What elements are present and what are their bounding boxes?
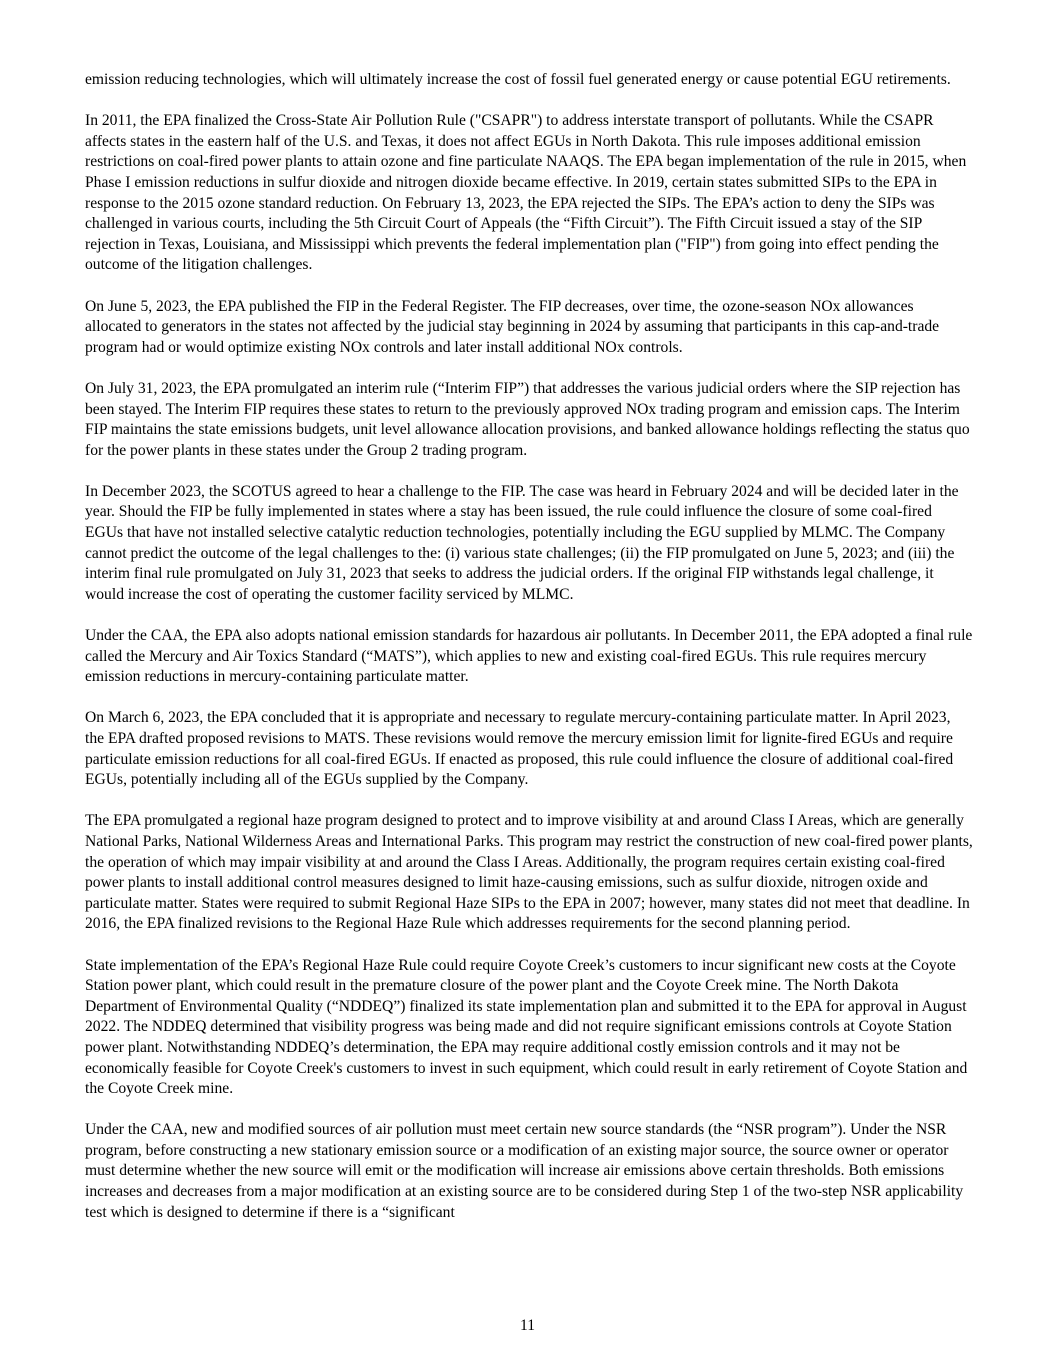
- page-number: 11: [519, 1317, 535, 1334]
- paragraph-csapr: In 2011, the EPA finalized the Cross-State Air Pollution Rule ("CSAPR") to address interstate transport of pollutants. While the CSAPR affects states in the eastern half of the U.S. and Texas, it does not affect EGUs in North Dakota. This rule imposes additional emission restrictions on coal-fired power plants to attain ozone and fine particulate NAAQS. The EPA began implementation of the rule in 2015, when Phase I emission reductions in sulfur dioxide and nitrogen dioxide became effective. In 2019, certain states submitted SIPs to the EPA in response to the 2015 ozone standard reduction. On February 13, 2023, the EPA rejected the SIPs. The EPA’s action to deny the SIPs was challenged in various courts, including the 5th Circuit Court of Appeals (the “Fifth Circuit”). The Fifth Circuit issued a stay of the SIP rejection in Texas, Louisiana, and Mississippi which prevents the federal implementation plan ("FIP") from going into effect pending the outcome of the litigation challenges.: [85, 112, 967, 274]
- paragraph-coyote-station: State implementation of the EPA’s Regional Haze Rule could require Coyote Creek’s customers to incur significant new costs at the Coyote Station power plant, which could result in the premature closure of the power plant and the Coyote Creek mine. The North Dakota Department of Environmental Quality (“NDDEQ”) finalized its state implementation plan and submitted it to the EPA for approval in August 2022. The NDDEQ determined that visibility progress was being made and did not require significant emissions controls at Coyote Station power plant. Notwithstanding NDDEQ’s determination, the EPA may require additional costly emission controls and it may not be economically feasible for Coyote Creek's customers to invest in such equipment, which could result in early retirement of Coyote Station and the Coyote Creek mine.: [85, 956, 968, 1098]
- paragraph-mats: Under the CAA, the EPA also adopts national emission standards for hazardous air pollutants. In December 2011, the EPA adopted a final rule called the Mercury and Air Toxics Standard (“MATS”), which applies to new and existing coal-fired EGUs. This rule requires mercury emission reductions in mercury-containing particulate matter.: [85, 627, 973, 686]
- paragraph-regional-haze: The EPA promulgated a regional haze program designed to protect and to improve visibility at and around Class I Areas, which are generally National Parks, National Wilderness Areas and International Parks. This program may restrict the construction of new coal-fired power plants, the operation of which may impair visibility at and around the Class I Areas. Additionally, the program requires certain existing coal-fired power plants to install additional control measures designed to limit haze-causing emissions, such as sulfur dioxide, nitrogen oxide and particulate matter. States were required to submit Regional Haze SIPs to the EPA in 2007; however, many states did not meet that deadline. In 2016, the EPA finalized revisions to the Regional Haze Rule which addresses requirements for the second planning period.: [85, 812, 973, 933]
- paragraph-egu-retirements: emission reducing technologies, which will ultimately increase the cost of fossil fuel generated energy or cause potential EGU retirements.: [85, 71, 951, 88]
- document-body: [85, 70, 973, 1244]
- paragraph-mats-revisions: On March 6, 2023, the EPA concluded that it is appropriate and necessary to regulate mercury-containing particulate matter. In April 2023, the EPA drafted proposed revisions to MATS. These revisions would remove the mercury emission limit for lignite-fired EGUs and require particulate emission reductions for all coal-fired EGUs. If enacted as proposed, this rule could influence the closure of additional coal-fired EGUs, potentially including all of the EGUs supplied by the Company.: [85, 709, 954, 789]
- paragraph-nsr-program: Under the CAA, new and modified sources of air pollution must meet certain new source standards (the “NSR program”). Under the NSR program, before constructing a new stationary emission source or a modification of an existing major source, the source owner or operator must determine whether the new source will emit or the modification will increase air emissions above certain thresholds. Both emissions increases and decreases from a major modification at an existing source are to be considered during Step 1 of the two-step NSR applicability test which is designed to determine if there is a “significant: [85, 1121, 964, 1221]
- paragraph-fip-federal-register: On June 5, 2023, the EPA published the FIP in the Federal Register. The FIP decreases, over time, the ozone-season NOx allowances allocated to generators in the states not affected by the judicial stay beginning in 2024 by assuming that participants in this cap-and-trade program had or would optimize existing NOx controls and later install additional NOx controls.: [85, 297, 940, 356]
- paragraph-scotus-challenge: In December 2023, the SCOTUS agreed to hear a challenge to the FIP. The case was heard in February 2024 and will be decided later in the year. Should the FIP be fully implemented in states where a stay has been issued, the rule could influence the closure of some coal-fired EGUs that have not installed selective catalytic reduction technologies, potentially including the EGU supplied by MLMC. The Company cannot predict the outcome of the legal challenges to the: (i) various state challenges; (ii) the FIP promulgated on June 5, 2023; and (iii) the interim final rule promulgated on July 31, 2023 that seeks to address the judicial orders. If the original FIP withstands legal challenge, it would increase the cost of operating the customer facility serviced by MLMC.: [85, 482, 959, 603]
- paragraph-interim-fip: On July 31, 2023, the EPA promulgated an interim rule (“Interim FIP”) that addresses the various judicial orders where the SIP rejection has been stayed. The Interim FIP requires these states to return to the previously approved NOx trading program and emission caps. The Interim FIP maintains the state emissions budgets, unit level allowance allocation provisions, and banked allowance holdings reflecting the status quo for the power plants in these states under the Group 2 trading program.: [85, 379, 970, 459]
